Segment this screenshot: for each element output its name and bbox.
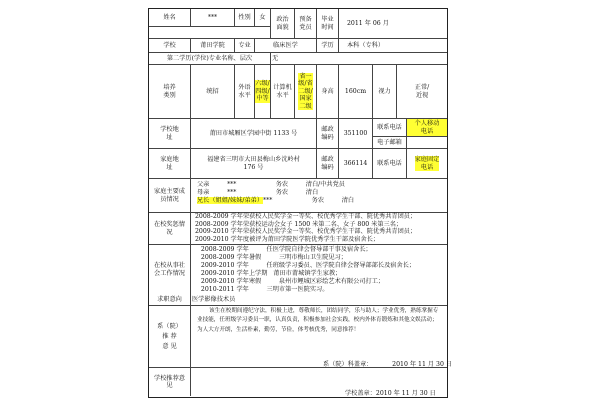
- gender-label: 性别: [235, 9, 255, 27]
- vision-label: 视力: [373, 65, 397, 119]
- work-line: 2009-2010 学年上学期 莆田市莆城镇学生家教；: [195, 270, 342, 277]
- dept-rec-stamp: 系（院）科盖章： 2010 年 11 月 30 日: [323, 361, 453, 368]
- height-value: 160cm: [339, 65, 373, 119]
- family-father: 父亲 *** 务农 清白/中共党员: [197, 181, 345, 188]
- family-sibling: [197, 197, 354, 205]
- school-label: 学校: [149, 39, 191, 53]
- grad-label: 毕业 时间: [317, 9, 339, 39]
- politics-label: 政治 面貌: [271, 9, 295, 39]
- major-label: 专业: [235, 39, 255, 53]
- work-line: 2008-2009 学年 任医学院自律会督导部干事及宿舍长；: [195, 246, 372, 253]
- dept-rec-label: 系（院） 推 荐 意 见: [149, 306, 191, 368]
- home-address-label: 家庭地 址: [149, 149, 191, 179]
- work-label: 在校从事社 会工作情况: [149, 245, 191, 295]
- family-sibling-relation: 兄长（姐姐/妹妹/弟弟）: [197, 197, 264, 204]
- second-degree-label: 第二学历(学位)专业名称、层次: [149, 53, 271, 65]
- degree-value: 本科（专科）: [339, 39, 447, 53]
- foreign-language-cell: [255, 65, 271, 119]
- awards-line: 2008-2009 学年荣获校人民奖学金一等奖、校优秀学生干部、院优秀共青团员；: [195, 213, 417, 220]
- training-type-value: 统招: [191, 65, 235, 119]
- school-value: 莆田学院: [191, 39, 235, 53]
- major-value: 临床医学: [255, 39, 317, 53]
- email-label: 电子邮箱: [373, 137, 407, 149]
- computer-label: 计算机 水平: [271, 65, 295, 119]
- lower-section: [148, 294, 453, 398]
- training-type-label: 培养 类别: [149, 65, 191, 119]
- school-address-value: 莆田市城厢区学园中街 1133 号: [191, 119, 317, 149]
- work-line: 2008-2009 学年暑假 三明市梅山卫生院见习；: [195, 254, 347, 261]
- school-rec-label: 学校推荐意 见: [149, 368, 191, 396]
- work-line: 2010-2011 学年 三明市第一医院实习。: [195, 286, 329, 293]
- politics-value: 预备 党员: [295, 9, 317, 39]
- school-postcode-value: 351100: [339, 119, 373, 149]
- name-label: 姓名: [149, 9, 191, 27]
- school-address-label: 学校地 址: [149, 119, 191, 149]
- home-address-value: 福建省三明市大田县梅山乡沈岭村 176 号: [191, 149, 317, 179]
- awards-line: 2008-2009 学年荣获校运动会女子 1500 米第二名、女子 800 米第三名；: [195, 220, 403, 228]
- dept-rec-paragraph: 该生在校期间遵纪守法，积极上进，尊敬师长，团结同学，乐与助人；学业优秀，熟练掌握专业技能，任班级学习委员一职，认真负责，积极参加社会实践，校内外体育锻炼和其他文娱活动；为人大方开朗，生活朴素，勤劳，节俭，体考核优秀，同意推荐！: [197, 308, 439, 333]
- awards-label: 在校奖惩情 况: [149, 213, 191, 245]
- degree-label: 学历: [317, 39, 339, 53]
- home-phone-label: 联系电话: [373, 149, 407, 179]
- home-postcode-label: 邮政 编码: [317, 149, 339, 179]
- second-degree-value: 无: [271, 53, 447, 65]
- home-phone-value: 家庭固定 电话: [414, 156, 440, 171]
- row1-spacer: [149, 27, 271, 39]
- job-intent-value: 医学影像技术员: [191, 294, 447, 306]
- family-label: 家庭主要成 员情况: [149, 179, 191, 213]
- foreign-language-value: 六级/ 四级/ 中等: [255, 80, 270, 103]
- gender-value: 女: [255, 9, 271, 27]
- home-phone-cell: [407, 149, 447, 179]
- job-intent-label: 求职意向: [149, 294, 191, 306]
- school-phone-label: 联系电话: [373, 119, 407, 137]
- email-value: [407, 137, 447, 149]
- awards-line: 2009-2010 学年度被评为莆田学院医学院优秀学生干部及宿舍长；: [195, 235, 380, 243]
- work-line: 2009-2010 学年寒假 泉州市鲤城区彩绘艺术有限公司打工；: [195, 278, 385, 285]
- computer-cell: [295, 65, 317, 119]
- awards-line: 2009-2010 学年荣获校人民奖学金一等奖、校优秀学生干部、院优秀共青团员；: [195, 228, 417, 235]
- vision-value: 正常/ 近视: [397, 65, 447, 119]
- name-value: ***: [191, 9, 235, 27]
- computer-value: 省一 级/省 二级/ 国家 二级: [298, 72, 313, 110]
- grad-value: 2011 年 06 月: [339, 9, 447, 39]
- foreign-language-label: 外语 水平: [235, 65, 255, 119]
- family-mother: 母亲 *** 务农 清白: [197, 189, 319, 196]
- height-label: 身高: [317, 65, 339, 119]
- school-rec-stamp: 学校盖章：2010 年 11 月 30 日: [345, 390, 436, 397]
- home-postcode-value: 366114: [339, 149, 373, 179]
- school-postcode-label: 邮政 编码: [317, 119, 339, 149]
- family-sibling-details: *** 务农 清白: [263, 197, 355, 204]
- school-phone-value: 个人移动 电话: [407, 119, 447, 137]
- work-line: 2009-2010 学年 任班级学习委员、医学院自律会督导部部长及宿舍长；: [195, 262, 416, 269]
